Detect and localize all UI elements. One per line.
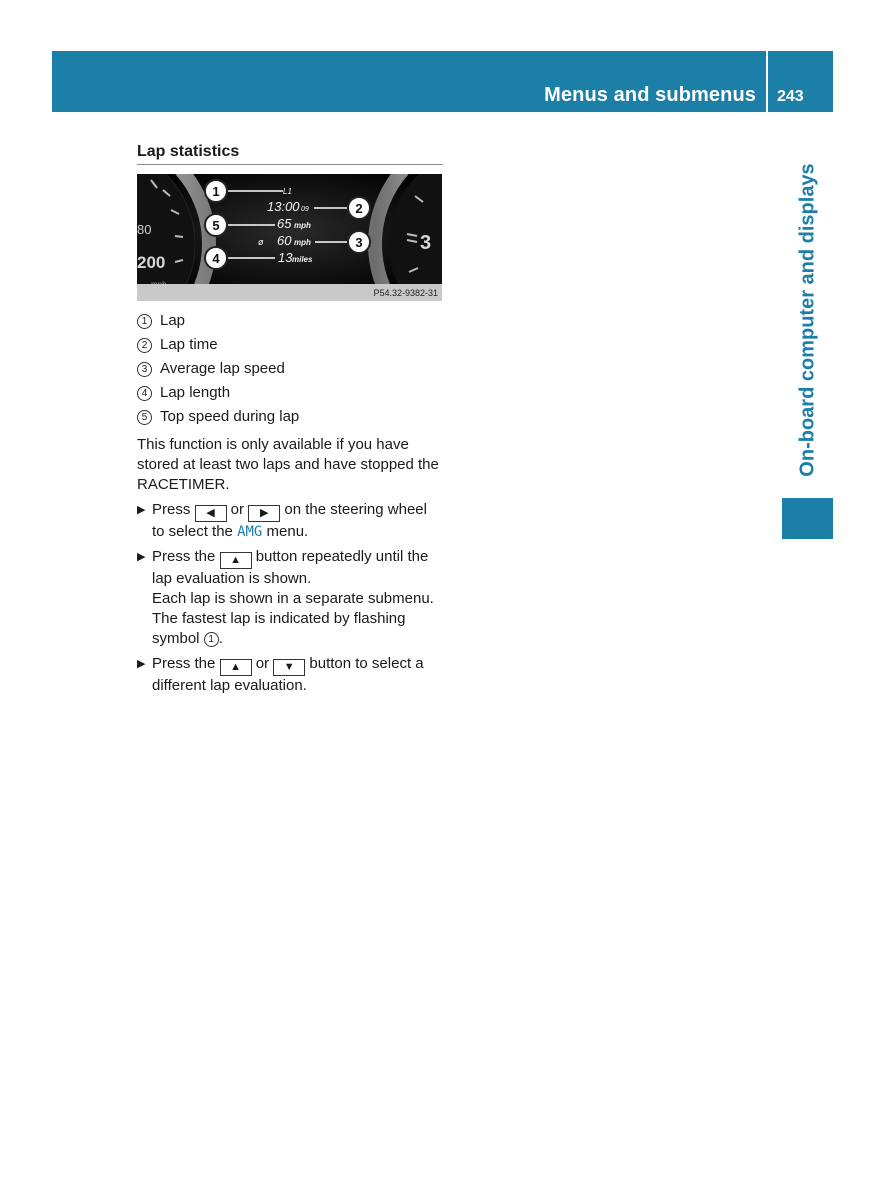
display-lap-time: 13:00	[267, 199, 300, 214]
gauge-label-200: 200	[137, 253, 166, 272]
main-content	[137, 140, 443, 696]
gauge-label-3: 3	[420, 232, 432, 254]
legend-number: 1	[137, 314, 152, 329]
step-text: button repeatedly until the lap evaluation is shown.	[152, 548, 429, 587]
display-lap-length-unit: miles	[292, 255, 313, 264]
step-arrow-icon: ▶	[137, 504, 146, 516]
intro-paragraph: This function is only available if you have stored at least two laps and have stopped the RACETIMER.	[137, 436, 439, 493]
down-arrow-key-icon: ▼	[273, 659, 305, 676]
callout-1: 1	[212, 184, 220, 199]
right-arrow-key-icon: ▶	[248, 505, 280, 522]
legend-text: Lap	[160, 312, 186, 329]
amg-menu-label: AMG	[237, 524, 263, 540]
legend-number: 2	[137, 338, 152, 353]
display-lap-label: L1	[283, 187, 292, 196]
step-text: .	[218, 630, 223, 647]
legend-text: Lap time	[160, 336, 218, 353]
callout-2: 2	[355, 201, 363, 216]
step-arrow-icon: ▶	[137, 551, 146, 563]
instruction-step-3	[137, 654, 443, 696]
display-lap-length: 13	[278, 250, 293, 265]
step-text: menu.	[262, 523, 309, 540]
legend-number: 4	[137, 386, 152, 401]
up-arrow-key-icon: ▲	[220, 552, 252, 569]
step-text: Press	[152, 501, 195, 518]
legend-text: Lap length	[160, 384, 231, 401]
legend-item	[137, 357, 443, 381]
legend-text: Top speed during lap	[160, 408, 300, 425]
step-text: Press the	[152, 548, 220, 565]
callout-4: 4	[212, 251, 220, 266]
callout-3: 3	[355, 235, 363, 250]
header-divider	[766, 51, 768, 112]
header-title: Menus and submenus	[544, 84, 756, 106]
gauge-label-80: 80	[137, 222, 152, 237]
legend-number: 3	[137, 362, 152, 377]
display-top-speed-unit: mph	[294, 221, 311, 230]
step-text: Each lap is shown in a separate submenu. The fastest lap is indicated by flashing symbol	[152, 590, 434, 647]
instrument-cluster-figure	[137, 174, 442, 301]
display-top-speed: 65	[277, 216, 292, 231]
step-text: button to select a different lap evaluation.	[152, 655, 424, 694]
side-tab	[782, 150, 833, 490]
page-number: 243	[777, 88, 804, 105]
symbol-1-icon: 1	[204, 632, 219, 647]
step-text: on the steering wheel to select the	[152, 501, 427, 540]
figure-code: P54.32-9382-31	[373, 288, 438, 298]
legend-list	[137, 309, 443, 429]
instruction-step-1	[137, 500, 443, 542]
step-text: Press the	[152, 655, 220, 672]
instrument-cluster-illustration	[137, 174, 442, 301]
callout-5: 5	[212, 218, 220, 233]
legend-text: Average lap speed	[160, 360, 285, 377]
display-avg-speed-unit: mph	[294, 238, 311, 247]
legend-item	[137, 333, 443, 357]
instruction-step-2	[137, 547, 443, 649]
up-arrow-key-icon: ▲	[220, 659, 252, 676]
display-avg-speed: 60	[277, 233, 292, 248]
legend-item	[137, 309, 443, 333]
legend-item	[137, 381, 443, 405]
left-arrow-key-icon: ◀	[195, 505, 227, 522]
step-text: or	[226, 501, 249, 518]
side-tab-marker	[782, 498, 833, 539]
legend-number: 5	[137, 410, 152, 425]
legend-item	[137, 405, 443, 429]
step-arrow-icon: ▶	[137, 658, 146, 670]
section-title: Lap statistics	[137, 142, 443, 165]
page-header	[52, 51, 833, 112]
step-text: or	[251, 655, 274, 672]
display-avg-symbol: ø	[258, 237, 264, 247]
side-tab-label: On-board computer and displays	[796, 163, 818, 477]
display-lap-time-hundredths: 09	[301, 206, 309, 213]
